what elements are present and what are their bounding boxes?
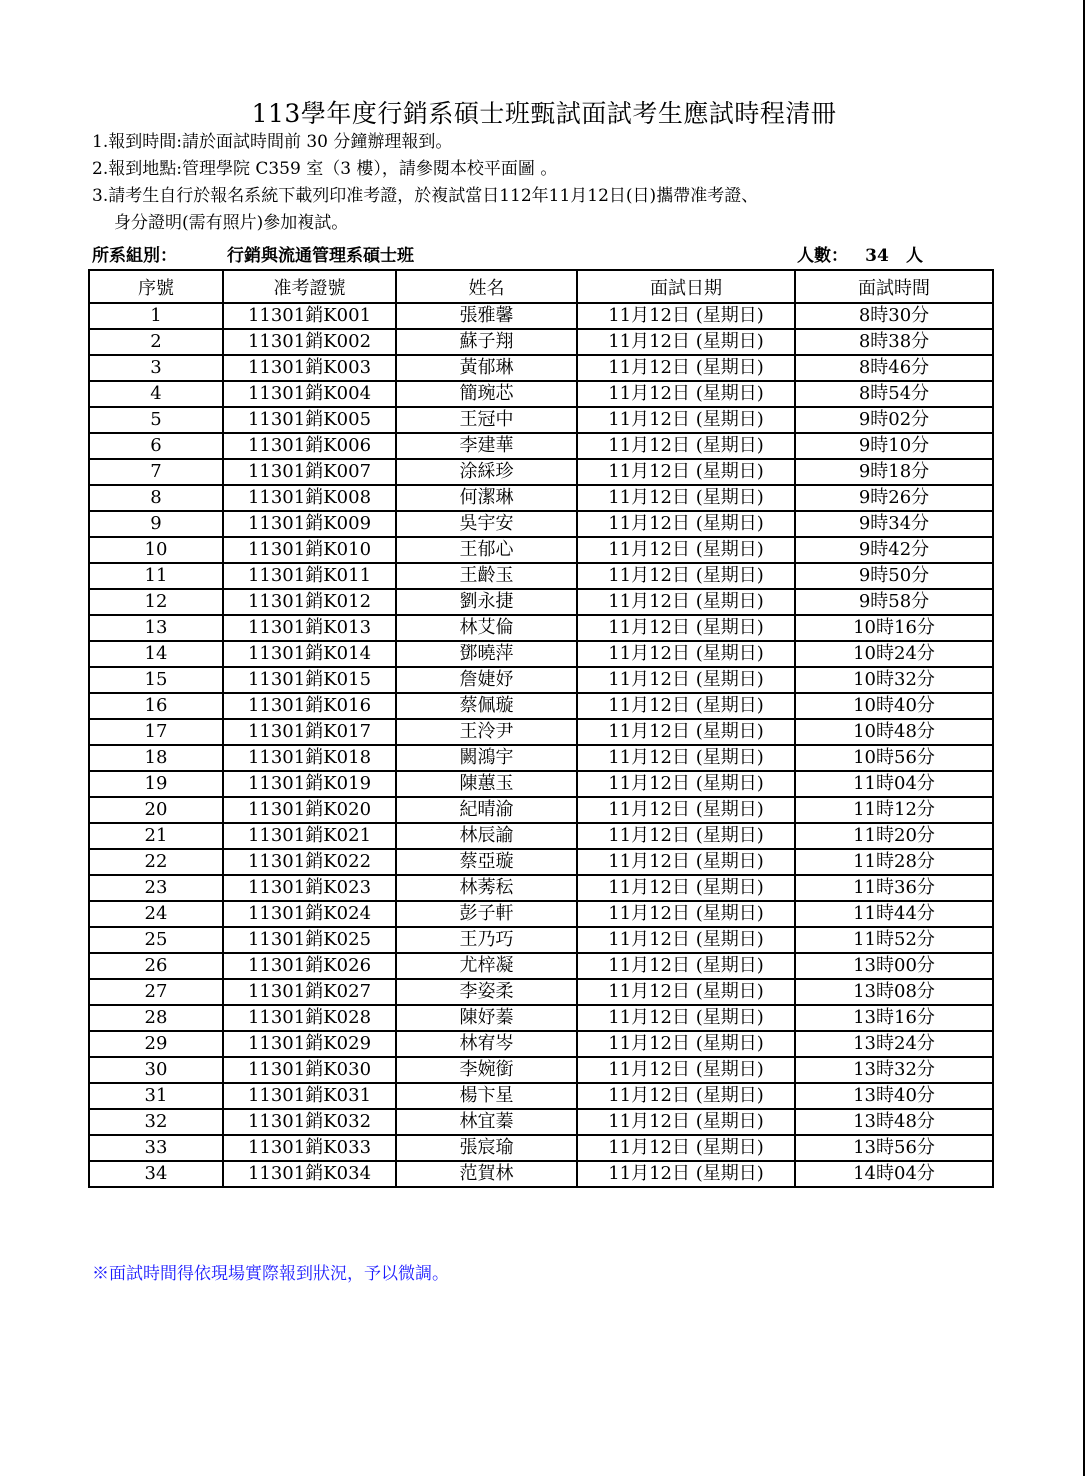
cell-time: 13時48分 xyxy=(795,1109,993,1135)
cell-ticket-no: 11301銷K029 xyxy=(223,1031,396,1057)
cell-time: 9時42分 xyxy=(795,537,993,563)
cell-name: 簡琬芯 xyxy=(396,381,577,407)
cell-ticket-no: 11301銷K008 xyxy=(223,485,396,511)
cell-seq: 1 xyxy=(89,303,223,329)
cell-time: 8時38分 xyxy=(795,329,993,355)
table-row xyxy=(89,589,993,615)
table-row xyxy=(89,953,993,979)
cell-date: 11月12日 (星期日) xyxy=(577,381,795,407)
cell-time: 11時36分 xyxy=(795,875,993,901)
table-row xyxy=(89,329,993,355)
cell-time: 8時46分 xyxy=(795,355,993,381)
table-row xyxy=(89,1135,993,1161)
table-row xyxy=(89,563,993,589)
cell-date: 11月12日 (星期日) xyxy=(577,823,795,849)
cell-time: 9時34分 xyxy=(795,511,993,537)
cell-ticket-no: 11301銷K022 xyxy=(223,849,396,875)
table-row xyxy=(89,537,993,563)
cell-date: 11月12日 (星期日) xyxy=(577,745,795,771)
cell-time: 9時10分 xyxy=(795,433,993,459)
cell-time: 9時02分 xyxy=(795,407,993,433)
cell-name: 紀晴渝 xyxy=(396,797,577,823)
cell-date: 11月12日 (星期日) xyxy=(577,693,795,719)
cell-ticket-no: 11301銷K018 xyxy=(223,745,396,771)
cell-name: 林莠秐 xyxy=(396,875,577,901)
cell-ticket-no: 11301銷K009 xyxy=(223,511,396,537)
cell-name: 黃郁琳 xyxy=(396,355,577,381)
cell-time: 8時54分 xyxy=(795,381,993,407)
count-value: 34 xyxy=(865,246,889,266)
cell-time: 11時28分 xyxy=(795,849,993,875)
cell-name: 王齡玉 xyxy=(396,563,577,589)
table-row xyxy=(89,1057,993,1083)
cell-date: 11月12日 (星期日) xyxy=(577,537,795,563)
cell-date: 11月12日 (星期日) xyxy=(577,1109,795,1135)
cell-time: 11時20分 xyxy=(795,823,993,849)
cell-seq: 28 xyxy=(89,1005,223,1031)
cell-ticket-no: 11301銷K023 xyxy=(223,875,396,901)
cell-name: 蔡亞璇 xyxy=(396,849,577,875)
cell-seq: 18 xyxy=(89,745,223,771)
cell-name: 陳妤蓁 xyxy=(396,1005,577,1031)
cell-ticket-no: 11301銷K012 xyxy=(223,589,396,615)
cell-ticket-no: 11301銷K014 xyxy=(223,641,396,667)
table-row xyxy=(89,615,993,641)
cell-time: 11時12分 xyxy=(795,797,993,823)
cell-seq: 21 xyxy=(89,823,223,849)
cell-time: 13時16分 xyxy=(795,1005,993,1031)
table-body xyxy=(89,303,993,1187)
cell-name: 涂綵珍 xyxy=(396,459,577,485)
page-edge-rule xyxy=(1083,0,1085,1476)
cell-time: 11時04分 xyxy=(795,771,993,797)
cell-ticket-no: 11301銷K013 xyxy=(223,615,396,641)
cell-date: 11月12日 (星期日) xyxy=(577,1005,795,1031)
cell-ticket-no: 11301銷K019 xyxy=(223,771,396,797)
cell-date: 11月12日 (星期日) xyxy=(577,1083,795,1109)
table-row xyxy=(89,719,993,745)
cell-seq: 22 xyxy=(89,849,223,875)
cell-date: 11月12日 (星期日) xyxy=(577,849,795,875)
cell-seq: 4 xyxy=(89,381,223,407)
cell-seq: 9 xyxy=(89,511,223,537)
cell-name: 李建華 xyxy=(396,433,577,459)
table-row xyxy=(89,433,993,459)
table-row xyxy=(89,303,993,329)
table-row xyxy=(89,1083,993,1109)
table-row xyxy=(89,407,993,433)
cell-seq: 12 xyxy=(89,589,223,615)
cell-ticket-no: 11301銷K010 xyxy=(223,537,396,563)
cell-time: 13時00分 xyxy=(795,953,993,979)
note-admission-ticket: 3.請考生自行於報名系統下載列印准考證，於複試當日112年11月12日(日)攜帶准考證、 xyxy=(92,186,759,206)
header-time: 面試時間 xyxy=(795,270,993,303)
note-report-location: 2.報到地點:管理學院 C359 室（3 樓），請參閱本校平面圖 。 xyxy=(92,159,558,179)
table-row xyxy=(89,797,993,823)
cell-date: 11月12日 (星期日) xyxy=(577,641,795,667)
cell-seq: 24 xyxy=(89,901,223,927)
table-row xyxy=(89,1005,993,1031)
cell-date: 11月12日 (星期日) xyxy=(577,485,795,511)
table-row xyxy=(89,459,993,485)
cell-ticket-no: 11301銷K024 xyxy=(223,901,396,927)
cell-name: 詹婕妤 xyxy=(396,667,577,693)
cell-date: 11月12日 (星期日) xyxy=(577,433,795,459)
header-seq: 序號 xyxy=(89,270,223,303)
cell-name: 林宜蓁 xyxy=(396,1109,577,1135)
table-row xyxy=(89,485,993,511)
cell-name: 彭子軒 xyxy=(396,901,577,927)
cell-name: 吳宇安 xyxy=(396,511,577,537)
cell-ticket-no: 11301銷K002 xyxy=(223,329,396,355)
cell-name: 張宸瑜 xyxy=(396,1135,577,1161)
table-row xyxy=(89,979,993,1005)
schedule-table xyxy=(88,269,994,1188)
table-row xyxy=(89,1161,993,1187)
cell-date: 11月12日 (星期日) xyxy=(577,563,795,589)
cell-seq: 26 xyxy=(89,953,223,979)
department-label: 所系組別： xyxy=(92,246,177,266)
cell-time: 10時16分 xyxy=(795,615,993,641)
cell-seq: 16 xyxy=(89,693,223,719)
cell-name: 范賀林 xyxy=(396,1161,577,1187)
cell-time: 9時26分 xyxy=(795,485,993,511)
cell-ticket-no: 11301銷K021 xyxy=(223,823,396,849)
cell-seq: 7 xyxy=(89,459,223,485)
cell-name: 蔡佩璇 xyxy=(396,693,577,719)
cell-date: 11月12日 (星期日) xyxy=(577,1031,795,1057)
cell-date: 11月12日 (星期日) xyxy=(577,1057,795,1083)
cell-ticket-no: 11301銷K020 xyxy=(223,797,396,823)
cell-time: 13時40分 xyxy=(795,1083,993,1109)
header-date: 面試日期 xyxy=(577,270,795,303)
cell-time: 10時32分 xyxy=(795,667,993,693)
cell-seq: 19 xyxy=(89,771,223,797)
cell-date: 11月12日 (星期日) xyxy=(577,979,795,1005)
department-name: 行銷與流通管理系碩士班 xyxy=(227,246,414,266)
cell-name: 林宥岑 xyxy=(396,1031,577,1057)
cell-seq: 32 xyxy=(89,1109,223,1135)
cell-name: 闕鴻宇 xyxy=(396,745,577,771)
cell-date: 11月12日 (星期日) xyxy=(577,1161,795,1187)
cell-date: 11月12日 (星期日) xyxy=(577,615,795,641)
table-row xyxy=(89,849,993,875)
cell-seq: 17 xyxy=(89,719,223,745)
cell-ticket-no: 11301銷K033 xyxy=(223,1135,396,1161)
cell-date: 11月12日 (星期日) xyxy=(577,589,795,615)
cell-seq: 15 xyxy=(89,667,223,693)
cell-seq: 29 xyxy=(89,1031,223,1057)
table-row xyxy=(89,1031,993,1057)
cell-time: 13時56分 xyxy=(795,1135,993,1161)
cell-name: 尤梓凝 xyxy=(396,953,577,979)
cell-seq: 31 xyxy=(89,1083,223,1109)
cell-ticket-no: 11301銷K003 xyxy=(223,355,396,381)
cell-name: 張雅馨 xyxy=(396,303,577,329)
cell-seq: 27 xyxy=(89,979,223,1005)
cell-time: 10時24分 xyxy=(795,641,993,667)
table-row xyxy=(89,667,993,693)
table-row xyxy=(89,381,993,407)
cell-ticket-no: 11301銷K026 xyxy=(223,953,396,979)
cell-name: 陳蕙玉 xyxy=(396,771,577,797)
table-row xyxy=(89,745,993,771)
cell-time: 9時18分 xyxy=(795,459,993,485)
cell-time: 10時48分 xyxy=(795,719,993,745)
department-row xyxy=(92,244,992,268)
cell-seq: 25 xyxy=(89,927,223,953)
cell-ticket-no: 11301銷K001 xyxy=(223,303,396,329)
cell-seq: 13 xyxy=(89,615,223,641)
header-ticket-no: 准考證號 xyxy=(223,270,396,303)
cell-seq: 10 xyxy=(89,537,223,563)
cell-name: 王泠尹 xyxy=(396,719,577,745)
table-row xyxy=(89,355,993,381)
cell-name: 李婉銜 xyxy=(396,1057,577,1083)
cell-seq: 3 xyxy=(89,355,223,381)
cell-date: 11月12日 (星期日) xyxy=(577,1135,795,1161)
cell-seq: 20 xyxy=(89,797,223,823)
cell-name: 鄧曉萍 xyxy=(396,641,577,667)
instructions xyxy=(92,129,992,237)
cell-time: 11時52分 xyxy=(795,927,993,953)
cell-ticket-no: 11301銷K011 xyxy=(223,563,396,589)
cell-ticket-no: 11301銷K031 xyxy=(223,1083,396,1109)
footnote: ※面試時間得依現場實際報到狀況，予以微調。 xyxy=(92,1264,449,1284)
table-row xyxy=(89,875,993,901)
cell-seq: 30 xyxy=(89,1057,223,1083)
cell-ticket-no: 11301銷K034 xyxy=(223,1161,396,1187)
cell-name: 王郁心 xyxy=(396,537,577,563)
count-label: 人數： xyxy=(797,246,848,266)
cell-name: 林艾倫 xyxy=(396,615,577,641)
cell-name: 楊卞星 xyxy=(396,1083,577,1109)
cell-name: 林辰諭 xyxy=(396,823,577,849)
header-name: 姓名 xyxy=(396,270,577,303)
table-row xyxy=(89,693,993,719)
cell-ticket-no: 11301銷K032 xyxy=(223,1109,396,1135)
cell-ticket-no: 11301銷K030 xyxy=(223,1057,396,1083)
cell-ticket-no: 11301銷K006 xyxy=(223,433,396,459)
cell-date: 11月12日 (星期日) xyxy=(577,667,795,693)
cell-date: 11月12日 (星期日) xyxy=(577,303,795,329)
cell-name: 王冠中 xyxy=(396,407,577,433)
candidate-count xyxy=(797,244,923,268)
cell-date: 11月12日 (星期日) xyxy=(577,459,795,485)
document-title: 113學年度行銷系碩士班甄試面試考生應試時程清冊 xyxy=(251,99,837,128)
cell-time: 14時04分 xyxy=(795,1161,993,1187)
cell-name: 何潔琳 xyxy=(396,485,577,511)
cell-ticket-no: 11301銷K016 xyxy=(223,693,396,719)
table-row xyxy=(89,1109,993,1135)
note-report-time: 1.報到時間:請於面試時間前 30 分鐘辦理報到。 xyxy=(92,132,453,152)
cell-seq: 33 xyxy=(89,1135,223,1161)
cell-time: 8時30分 xyxy=(795,303,993,329)
cell-time: 13時08分 xyxy=(795,979,993,1005)
cell-time: 13時24分 xyxy=(795,1031,993,1057)
cell-seq: 23 xyxy=(89,875,223,901)
cell-date: 11月12日 (星期日) xyxy=(577,511,795,537)
cell-ticket-no: 11301銷K004 xyxy=(223,381,396,407)
cell-time: 10時40分 xyxy=(795,693,993,719)
cell-seq: 5 xyxy=(89,407,223,433)
cell-time: 9時58分 xyxy=(795,589,993,615)
cell-date: 11月12日 (星期日) xyxy=(577,797,795,823)
count-unit: 人 xyxy=(906,246,923,266)
cell-name: 李姿柔 xyxy=(396,979,577,1005)
cell-ticket-no: 11301銷K027 xyxy=(223,979,396,1005)
table-row xyxy=(89,901,993,927)
cell-ticket-no: 11301銷K025 xyxy=(223,927,396,953)
table-row xyxy=(89,927,993,953)
cell-date: 11月12日 (星期日) xyxy=(577,771,795,797)
cell-time: 9時50分 xyxy=(795,563,993,589)
cell-date: 11月12日 (星期日) xyxy=(577,407,795,433)
table-row xyxy=(89,823,993,849)
cell-ticket-no: 11301銷K015 xyxy=(223,667,396,693)
cell-seq: 8 xyxy=(89,485,223,511)
cell-time: 10時56分 xyxy=(795,745,993,771)
cell-ticket-no: 11301銷K017 xyxy=(223,719,396,745)
cell-ticket-no: 11301銷K005 xyxy=(223,407,396,433)
table-header-row xyxy=(89,270,993,303)
note-id-proof: 身分證明(需有照片)參加複試。 xyxy=(114,213,349,233)
cell-seq: 34 xyxy=(89,1161,223,1187)
cell-seq: 6 xyxy=(89,433,223,459)
cell-date: 11月12日 (星期日) xyxy=(577,953,795,979)
cell-date: 11月12日 (星期日) xyxy=(577,719,795,745)
cell-time: 11時44分 xyxy=(795,901,993,927)
cell-name: 王乃巧 xyxy=(396,927,577,953)
cell-seq: 11 xyxy=(89,563,223,589)
cell-date: 11月12日 (星期日) xyxy=(577,355,795,381)
table-row xyxy=(89,511,993,537)
table-row xyxy=(89,641,993,667)
cell-seq: 14 xyxy=(89,641,223,667)
cell-date: 11月12日 (星期日) xyxy=(577,927,795,953)
cell-ticket-no: 11301銷K028 xyxy=(223,1005,396,1031)
cell-name: 蘇子翔 xyxy=(396,329,577,355)
cell-time: 13時32分 xyxy=(795,1057,993,1083)
cell-name: 劉永捷 xyxy=(396,589,577,615)
cell-date: 11月12日 (星期日) xyxy=(577,875,795,901)
cell-date: 11月12日 (星期日) xyxy=(577,329,795,355)
cell-ticket-no: 11301銷K007 xyxy=(223,459,396,485)
cell-date: 11月12日 (星期日) xyxy=(577,901,795,927)
cell-seq: 2 xyxy=(89,329,223,355)
table-row xyxy=(89,771,993,797)
